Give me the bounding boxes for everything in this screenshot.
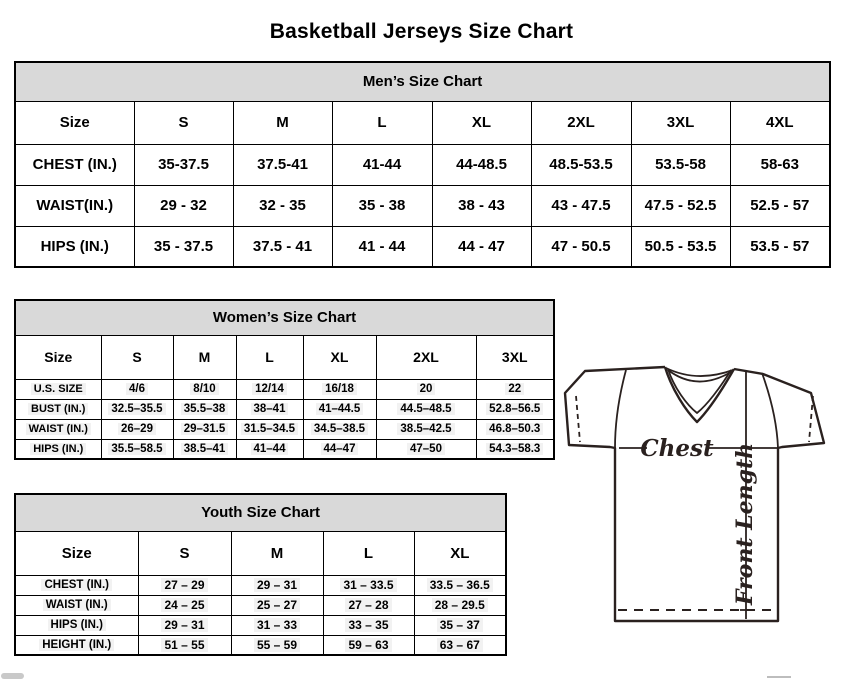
scrollbar-thumb-fragment[interactable] — [1, 673, 24, 679]
youth-size-value: 35 – 37 — [414, 615, 506, 635]
jersey-left-cuff-dashed-line — [576, 396, 580, 442]
youth-size-value: 33.5 – 36.5 — [414, 575, 506, 595]
womens-column-header: 3XL — [476, 335, 554, 379]
youth-size-value: 29 – 31 — [138, 615, 231, 635]
mens-column-header: L — [332, 101, 432, 144]
mens-size-value: 58-63 — [730, 144, 830, 185]
mens-size-value: 47.5 - 52.5 — [631, 185, 730, 226]
mens-size-value: 41 - 44 — [332, 226, 432, 267]
mens-size-value: 53.5-58 — [631, 144, 730, 185]
womens-size-table — [14, 299, 555, 460]
womens-size-value: 44–47 — [303, 439, 376, 459]
youth-row-label: HIPS (IN.) — [15, 615, 138, 635]
womens-size-value: 38.5–41 — [173, 439, 236, 459]
mens-size-value: 43 - 47.5 — [531, 185, 631, 226]
youth-size-value: 55 – 59 — [231, 635, 323, 655]
youth-size-value: 24 – 25 — [138, 595, 231, 615]
womens-size-value: 29–31.5 — [173, 419, 236, 439]
jersey-left-sleeve-seam — [615, 370, 626, 448]
womens-data-row — [15, 419, 554, 439]
youth-size-value: 25 – 27 — [231, 595, 323, 615]
jersey-outline — [565, 367, 824, 621]
womens-size-value: 54.3–58.3 — [476, 439, 554, 459]
mens-size-value: 44 - 47 — [432, 226, 531, 267]
youth-size-value: 59 – 63 — [323, 635, 414, 655]
womens-columns-row — [15, 335, 554, 379]
womens-size-value: 38.5–42.5 — [376, 419, 476, 439]
mens-size-value: 35-37.5 — [134, 144, 233, 185]
scrollbar-line-fragment[interactable] — [767, 676, 791, 678]
womens-data-row — [15, 439, 554, 459]
womens-size-value: 12/14 — [236, 379, 303, 399]
mens-size-value: 48.5-53.5 — [531, 144, 631, 185]
youth-size-value: 27 – 29 — [138, 575, 231, 595]
youth-size-value: 31 – 33 — [231, 615, 323, 635]
mens-column-header: M — [233, 101, 332, 144]
womens-data-row — [15, 399, 554, 419]
womens-size-value: 22 — [476, 379, 554, 399]
womens-row-label: WAIST (IN.) — [15, 419, 101, 439]
mens-column-header: 4XL — [730, 101, 830, 144]
youth-data-row — [15, 595, 506, 615]
womens-size-value: 47–50 — [376, 439, 476, 459]
womens-size-value: 44.5–48.5 — [376, 399, 476, 419]
womens-data-row — [15, 379, 554, 399]
mens-size-value: 38 - 43 — [432, 185, 531, 226]
womens-size-value: 41–44.5 — [303, 399, 376, 419]
mens-size-value: 44-48.5 — [432, 144, 531, 185]
youth-column-header: M — [231, 531, 323, 575]
youth-size-value: 63 – 67 — [414, 635, 506, 655]
youth-size-value: 27 – 28 — [323, 595, 414, 615]
mens-row-label: CHEST (IN.) — [15, 144, 134, 185]
mens-column-header: S — [134, 101, 233, 144]
mens-column-header: 3XL — [631, 101, 730, 144]
youth-size-value: 28 – 29.5 — [414, 595, 506, 615]
mens-table-title: Men’s Size Chart — [15, 62, 830, 101]
youth-data-row — [15, 635, 506, 655]
womens-size-value: 32.5–35.5 — [101, 399, 173, 419]
mens-size-value: 32 - 35 — [233, 185, 332, 226]
womens-size-value: 38–41 — [236, 399, 303, 419]
front-length-label: Front Length — [732, 442, 758, 606]
youth-column-header: Size — [15, 531, 138, 575]
mens-size-value: 37.5-41 — [233, 144, 332, 185]
mens-row-label: HIPS (IN.) — [15, 226, 134, 267]
youth-column-header: L — [323, 531, 414, 575]
mens-size-value: 47 - 50.5 — [531, 226, 631, 267]
womens-column-header: Size — [15, 335, 101, 379]
womens-column-header: M — [173, 335, 236, 379]
womens-size-value: 35.5–58.5 — [101, 439, 173, 459]
womens-table-body — [15, 379, 554, 459]
youth-size-table — [14, 493, 507, 656]
youth-column-header: S — [138, 531, 231, 575]
chest-label: Chest — [640, 435, 714, 462]
youth-table-body — [15, 575, 506, 655]
mens-size-value: 53.5 - 57 — [730, 226, 830, 267]
womens-column-header: 2XL — [376, 335, 476, 379]
youth-size-value: 31 – 33.5 — [323, 575, 414, 595]
mens-column-header: Size — [15, 101, 134, 144]
youth-row-label: WAIST (IN.) — [15, 595, 138, 615]
womens-size-value: 26–29 — [101, 419, 173, 439]
womens-table-title: Women’s Size Chart — [15, 300, 554, 335]
womens-row-label: U.S. SIZE — [15, 379, 101, 399]
womens-column-header: S — [101, 335, 173, 379]
youth-columns-row — [15, 531, 506, 575]
womens-row-label: BUST (IN.) — [15, 399, 101, 419]
womens-size-value: 41–44 — [236, 439, 303, 459]
youth-size-value: 51 – 55 — [138, 635, 231, 655]
mens-size-value: 41-44 — [332, 144, 432, 185]
youth-column-header: XL — [414, 531, 506, 575]
mens-row-label: WAIST(IN.) — [15, 185, 134, 226]
mens-size-table — [14, 61, 831, 268]
youth-data-row — [15, 575, 506, 595]
youth-row-label: CHEST (IN.) — [15, 575, 138, 595]
mens-table-band — [15, 62, 830, 101]
womens-table-band — [15, 300, 554, 335]
mens-size-value: 50.5 - 53.5 — [631, 226, 730, 267]
mens-column-header: 2XL — [531, 101, 631, 144]
womens-size-value: 20 — [376, 379, 476, 399]
jersey-right-sleeve-seam — [762, 373, 778, 448]
womens-column-header: XL — [303, 335, 376, 379]
womens-column-header: L — [236, 335, 303, 379]
mens-size-value: 35 - 37.5 — [134, 226, 233, 267]
mens-data-row — [15, 185, 830, 226]
mens-columns-row — [15, 101, 830, 144]
womens-size-value: 34.5–38.5 — [303, 419, 376, 439]
youth-table-title: Youth Size Chart — [15, 494, 506, 531]
youth-size-value: 33 – 35 — [323, 615, 414, 635]
mens-size-value: 29 - 32 — [134, 185, 233, 226]
youth-size-value: 29 – 31 — [231, 575, 323, 595]
womens-size-value: 46.8–50.3 — [476, 419, 554, 439]
mens-size-value: 52.5 - 57 — [730, 185, 830, 226]
womens-row-label: HIPS (IN.) — [15, 439, 101, 459]
youth-data-row — [15, 615, 506, 635]
jersey-measurement-diagram — [556, 360, 840, 632]
womens-size-value: 4/6 — [101, 379, 173, 399]
mens-size-value: 35 - 38 — [332, 185, 432, 226]
womens-size-value: 31.5–34.5 — [236, 419, 303, 439]
mens-column-header: XL — [432, 101, 531, 144]
womens-size-value: 16/18 — [303, 379, 376, 399]
youth-row-label: HEIGHT (IN.) — [15, 635, 138, 655]
mens-table-body — [15, 144, 830, 267]
womens-size-value: 52.8–56.5 — [476, 399, 554, 419]
mens-size-value: 37.5 - 41 — [233, 226, 332, 267]
page-title: Basketball Jerseys Size Chart — [269, 20, 574, 44]
mens-data-row — [15, 144, 830, 185]
womens-size-value: 8/10 — [173, 379, 236, 399]
mens-data-row — [15, 226, 830, 267]
youth-table-band — [15, 494, 506, 531]
womens-size-value: 35.5–38 — [173, 399, 236, 419]
